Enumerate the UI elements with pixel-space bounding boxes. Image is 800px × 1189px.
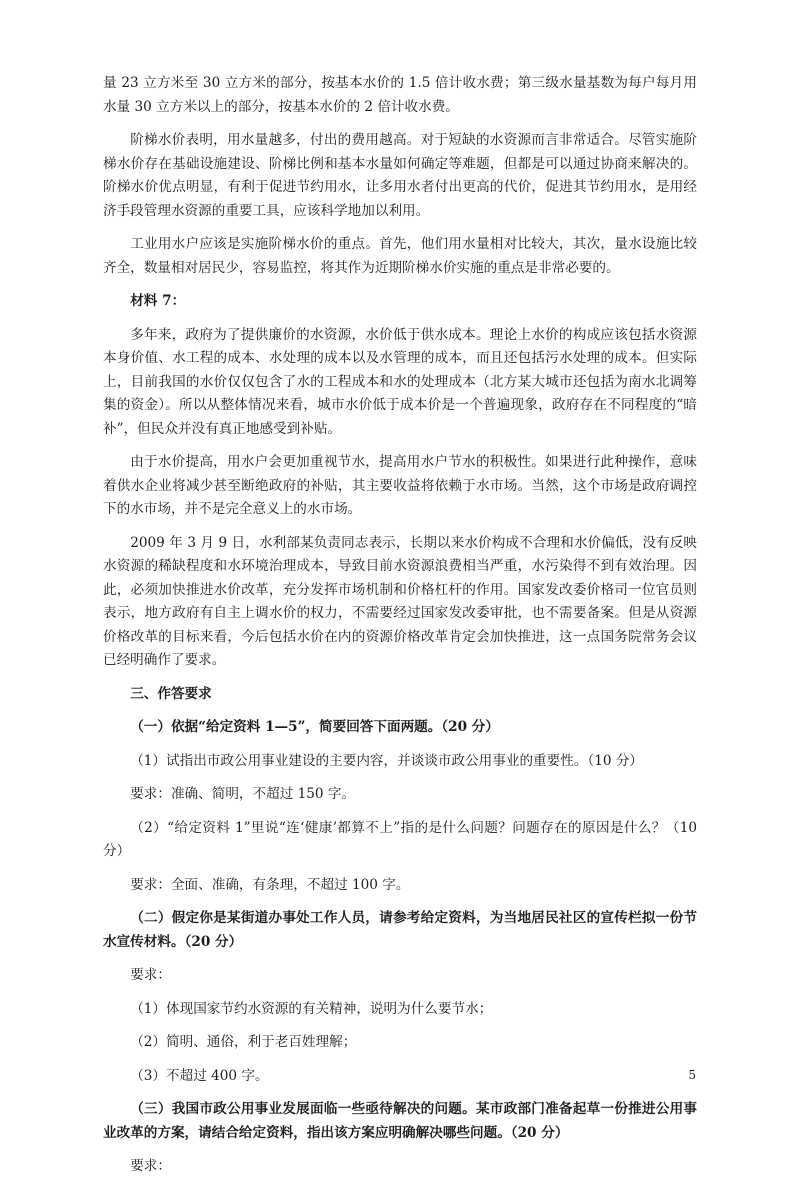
question-1-part-2: （2）“给定资料 1”里说“连‘健康’都算不上”指的是什么问题？问题存在的原因是什么？（10 分） bbox=[103, 819, 697, 859]
paragraph-industrial-users: 工业用水户应该是实施阶梯水价的重点。首先，他们用水量相对比较大，其次，量水设施比较齐全，数量相对居民少，容易监控，将其作为近期阶梯水价实施的重点是非常必要的。 bbox=[103, 236, 697, 276]
document-page bbox=[103, 72, 697, 1189]
question-1-part-1: （1）试指出市政公用事业建设的主要内容，并谈谈市政公用事业的重要性。（10 分） bbox=[130, 752, 644, 769]
paragraph-water-cost: 多年来，政府为了提供廉价的水资源，水价低于供水成本。理论上水价的构成应该包括水资源本身价值、水工程的成本、水处理的成本以及水管理的成本，而且还包括污水处理的成本。但实际上，目前我国的水价仅仅包含了水的工程成本和水的处理成本（北方某大城市还包括为南水北调筹集的资金）。所以从整体情况来看，城市水价低于成本价是一个普遍现象，政府存在不同程度的“暗补”，但民众并没有真正地感受到补贴。 bbox=[103, 326, 697, 437]
question-1-heading: （一）依据“给定资料 1—5”，简要回答下面两题。（20 分） bbox=[130, 719, 499, 735]
paragraph-price-increase: 由于水价提高，用水户会更加重视节水，提高用水户节水的积极性。如果进行此种操作，意味着供水企业将减少甚至断绝政府的补贴，其主要收益将依赖于水市场。当然，这个市场是政府调控下的水市场，并不是完全意义上的水市场。 bbox=[103, 454, 697, 517]
question-1-part-1-requirement: 要求：准确、简明，不超过 150 字。 bbox=[130, 786, 356, 802]
question-3-heading: （三）我国市政公用事业发展面临一些亟待解决的问题。某市政部门准备起草一份推进公用事业改革的方案，请结合给定资料，指出该方案应明确解决哪些问题。（20 分） bbox=[103, 1101, 697, 1141]
page-number: 5 bbox=[688, 1068, 696, 1082]
question-2-requirement-2: （2）简明、通俗，利于老百姓理解； bbox=[130, 1034, 357, 1050]
section-heading-requirements: 三、作答要求 bbox=[130, 685, 212, 702]
paragraph-tiered-water-levels: 量 23 立方米至 30 立方米的部分，按基本水价的 1.5 倍计收水费；第三级水量基数为每户每月用水量 30 立方米以上的部分，按基本水价的 2 倍计收水费。 bbox=[103, 75, 697, 115]
material-7-heading: 材料 7： bbox=[130, 293, 186, 309]
paragraph-water-reform: 2009 年 3 月 9 日，水利部某负责同志表示，长期以来水价构成不合理和水价偏低，没有反映水资源的稀缺程度和水环境治理成本，导致目前水资源浪费相当严重，水污染得不到有效治理。因此，必须加快推进水价改革，充分发挥市场机制和价格杠杆的作用。国家发改委价格司一位官员则表示，地方政府有自主上调水价的权力，不需要经过国家发改委审批，也不需要备案。但是从资源价格改革的目标来看，今后包括水价在内的资源价格改革肯定会加快推进，这一点国务院常务会议已经明确作了要求。 bbox=[103, 534, 697, 668]
paragraph-tiered-pricing-benefits: 阶梯水价表明，用水量越多，付出的费用越高。对于短缺的水资源而言非常适合。尽管实施阶梯水价存在基础设施建设、阶梯比例和基本水量如何确定等难题，但都是可以通过协商来解决的。阶梯水价优点明显，有利于促进节约用水，让多用水者付出更高的代价，促进其节约用水，是用经济手段管理水资源的重要工具，应该科学地加以利用。 bbox=[103, 132, 697, 219]
question-3-requirement-label: 要求： bbox=[130, 1158, 171, 1174]
question-2-requirement-label: 要求： bbox=[130, 967, 171, 983]
question-1-part-2-requirement: 要求：全面、准确，有条理，不超过 100 字。 bbox=[130, 876, 410, 893]
question-2-heading: （二）假定你是某街道办事处工作人员，请参考给定资料，为当地居民社区的宣传栏拟一份节水宣传材料。（20 分） bbox=[103, 910, 697, 950]
question-2-requirement-1: （1）体现国家节约水资源的有关精神，说明为什么要节水； bbox=[130, 1000, 493, 1017]
question-2-requirement-3: （3）不超过 400 字。 bbox=[130, 1067, 269, 1084]
